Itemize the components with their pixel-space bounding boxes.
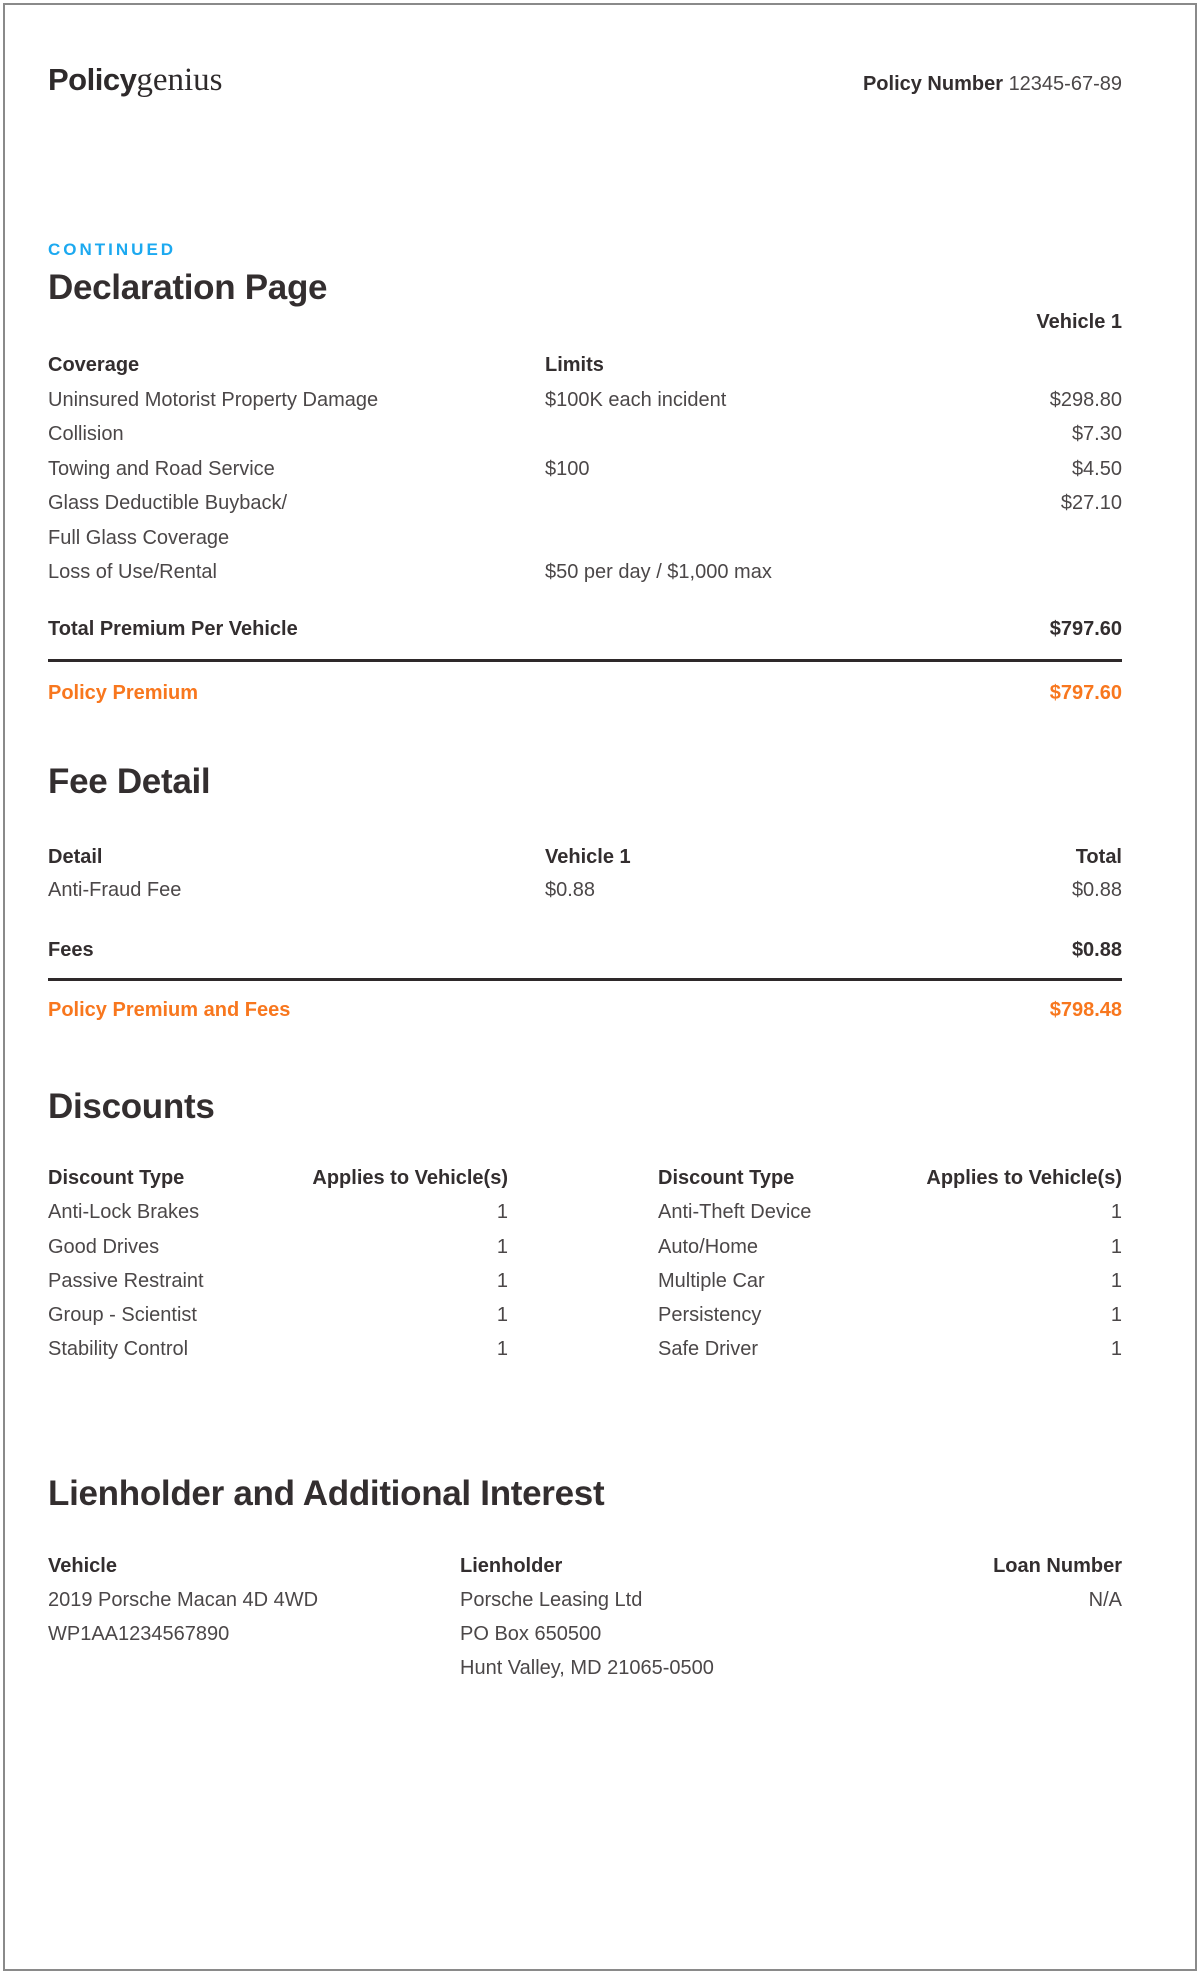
- discount-applies: 1: [496, 1269, 508, 1292]
- discount-type: Passive Restraint: [48, 1269, 204, 1292]
- discount-type: Safe Driver: [658, 1338, 759, 1361]
- policy-premium-value: $797.60: [1049, 682, 1122, 704]
- fee-name: Anti-Fraud Fee: [48, 879, 182, 901]
- fee-total-amount: $0.88: [1071, 879, 1122, 901]
- lienholder-name-column: [460, 1549, 993, 1685]
- total-premium-label: Total Premium Per Vehicle: [48, 618, 298, 640]
- discount-row: [48, 1298, 508, 1332]
- discount-type: Good Drives: [48, 1235, 160, 1258]
- coverage-name: Towing and Road Service: [48, 457, 275, 480]
- policy-premium-row: [48, 682, 1122, 705]
- coverage-name: Uninsured Motorist Property Damage: [48, 388, 379, 411]
- discount-type: Stability Control: [48, 1338, 189, 1361]
- fees-value: $0.88: [1071, 939, 1122, 961]
- total-premium-value: $797.60: [1049, 618, 1122, 640]
- coverage-amount: $7.30: [1071, 423, 1122, 445]
- coverage-amount: $298.80: [1049, 388, 1122, 411]
- limits-col-header: Limits: [545, 354, 604, 376]
- lienholder-vehicle-column: [48, 1549, 460, 1685]
- coverage-amount: $27.10: [1060, 492, 1122, 514]
- policy-number: [863, 73, 1122, 96]
- loan-number-column: [993, 1549, 1122, 1685]
- vehicle-column-header: Vehicle 1: [1036, 311, 1122, 333]
- discount-row: [658, 1195, 1122, 1229]
- policygenius-logo: [48, 62, 223, 99]
- discount-type: Auto/Home: [658, 1235, 759, 1258]
- policy-number-label: Policy Number: [862, 73, 1003, 95]
- discount-row: [658, 1230, 1122, 1264]
- discount-row: [48, 1230, 508, 1264]
- vehicle-col-header: Vehicle: [48, 1555, 117, 1577]
- discount-row: [658, 1298, 1122, 1332]
- discount-applies: 1: [1110, 1304, 1122, 1327]
- vehicle-model: 2019 Porsche Macan 4D 4WD: [48, 1589, 319, 1611]
- coverage-limit: [545, 417, 1050, 452]
- coverage-table: [48, 348, 1122, 590]
- discounts-table-left: [48, 1161, 508, 1367]
- discounts-table-right: [658, 1161, 1122, 1367]
- applies-header: Applies to Vehicle(s): [312, 1167, 508, 1189]
- discount-type: Anti-Lock Brakes: [48, 1201, 200, 1224]
- coverage-name: Glass Deductible Buyback/: [48, 492, 288, 514]
- loan-number-col-header: Loan Number: [993, 1555, 1122, 1577]
- detail-col-header: Detail: [48, 846, 103, 868]
- fee-table: [48, 841, 1122, 907]
- discounts-tables: [48, 1161, 1122, 1367]
- discount-applies: 1: [1110, 1269, 1122, 1292]
- premium-and-fees-row: [48, 999, 1122, 1022]
- total-col-header: Total: [1075, 846, 1122, 868]
- discount-applies: 1: [1110, 1338, 1122, 1361]
- coverage-amount: [1050, 521, 1122, 556]
- vehicle-col-header: Vehicle 1: [545, 846, 631, 868]
- discount-row: [48, 1264, 508, 1298]
- discount-applies: 1: [1110, 1201, 1122, 1224]
- page-header: [48, 62, 1122, 99]
- divider: [48, 978, 1122, 981]
- discount-row: [658, 1332, 1122, 1366]
- discount-row: [48, 1195, 508, 1229]
- coverage-limit: [545, 486, 1050, 521]
- lienholder-name: Porsche Leasing Ltd: [460, 1589, 643, 1611]
- discount-type: Group - Scientist: [48, 1304, 197, 1327]
- fee-detail-title: Fee Detail: [48, 762, 211, 801]
- discount-type: Persistency: [658, 1304, 762, 1327]
- discount-row: [48, 1332, 508, 1366]
- policy-premium-label: Policy Premium: [48, 682, 199, 704]
- premium-and-fees-label: Policy Premium and Fees: [48, 999, 291, 1021]
- discount-row: [658, 1264, 1122, 1298]
- policy-number-value: 12345-67-89: [1008, 73, 1122, 95]
- coverage-limit: $50 per day / $1,000 max: [545, 561, 772, 583]
- coverage-limit: $100: [545, 457, 590, 480]
- discount-type: Anti-Theft Device: [658, 1201, 812, 1224]
- fee-vehicle-amount: $0.88: [545, 879, 596, 901]
- lienholder-address-line2: Hunt Valley, MD 21065-0500: [460, 1657, 714, 1679]
- logo-bold-part: Policy: [48, 62, 137, 97]
- discount-applies: 1: [496, 1201, 508, 1224]
- coverage-name: Full Glass Coverage: [48, 526, 230, 549]
- discount-type-header: Discount Type: [658, 1167, 795, 1189]
- discount-type: Multiple Car: [658, 1269, 765, 1292]
- divider: [48, 659, 1122, 662]
- lienholder-col-header: Lienholder: [460, 1555, 563, 1577]
- coverage-amount: [1050, 555, 1122, 590]
- vehicle-vin: WP1AA1234567890: [48, 1623, 230, 1645]
- discount-applies: 1: [496, 1338, 508, 1361]
- loan-number-value: N/A: [1088, 1589, 1122, 1611]
- lienholder-table: [48, 1549, 1122, 1685]
- fees-total-row: [48, 939, 1122, 962]
- coverage-amount: $4.50: [1071, 457, 1122, 480]
- coverage-name: Collision: [48, 423, 124, 445]
- lienholder-address-line1: PO Box 650500: [460, 1623, 602, 1645]
- coverage-limit: [545, 521, 1050, 556]
- lienholder-title: Lienholder and Additional Interest: [48, 1474, 605, 1513]
- discount-applies: 1: [1110, 1235, 1122, 1258]
- discount-applies: 1: [496, 1235, 508, 1258]
- fees-label: Fees: [48, 939, 94, 961]
- discount-applies: 1: [496, 1304, 508, 1327]
- continued-label: CONTINUED: [48, 240, 177, 259]
- logo-serif-part: genius: [136, 62, 223, 98]
- premium-and-fees-value: $798.48: [1049, 999, 1122, 1021]
- coverage-col-header: Coverage: [48, 354, 140, 376]
- coverage-name: Loss of Use/Rental: [48, 561, 217, 583]
- coverage-limit: $100K each incident: [545, 388, 727, 411]
- discount-type-header: Discount Type: [48, 1167, 185, 1189]
- applies-header: Applies to Vehicle(s): [926, 1167, 1122, 1189]
- discounts-title: Discounts: [48, 1087, 215, 1126]
- total-premium-row: [48, 618, 1122, 641]
- declaration-title: Declaration Page: [48, 268, 328, 307]
